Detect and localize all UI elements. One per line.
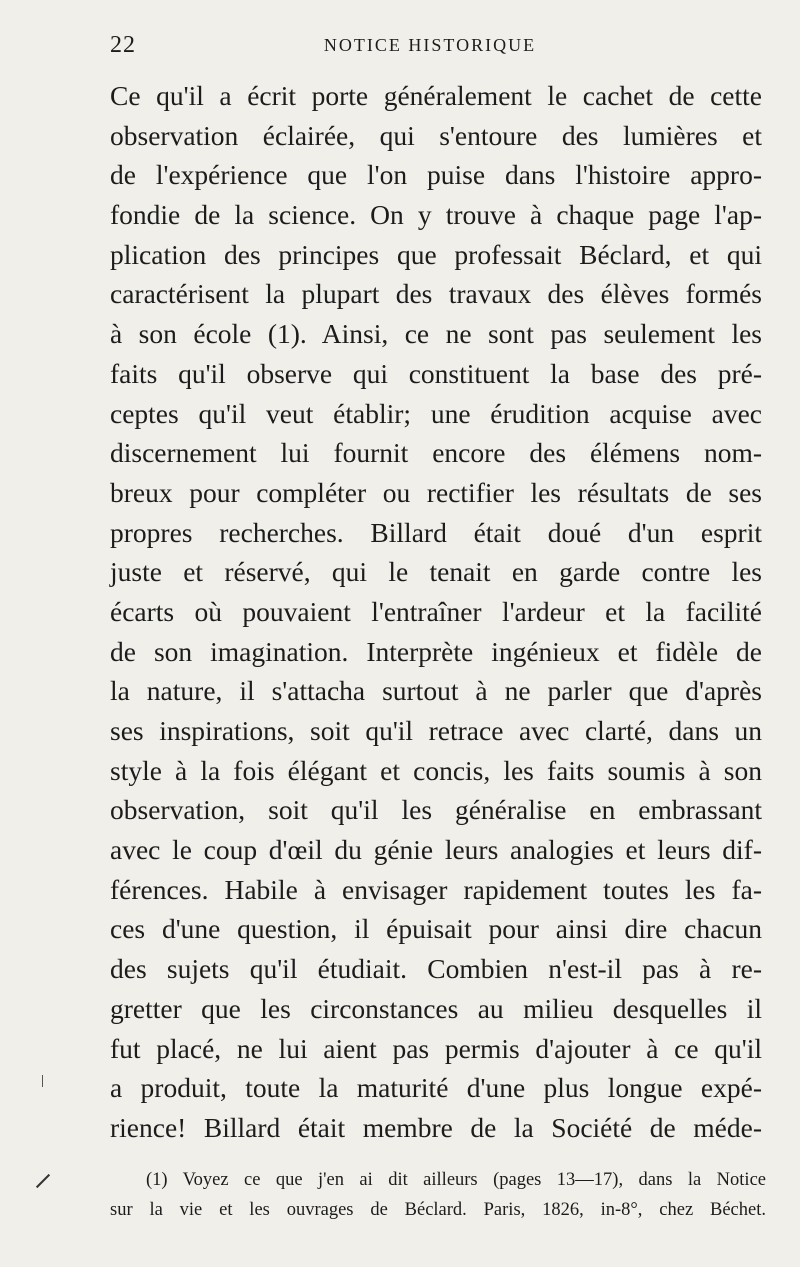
text-line: ces d'une question, il épuisait pour ainsi dire chacun bbox=[110, 913, 762, 945]
text-line: écarts où pouvaient l'entraîner l'ardeur et la facilité bbox=[110, 595, 762, 627]
text-line: juste et réservé, qui le tenait en garde contre les bbox=[110, 556, 762, 588]
text-line: de son imagination. Interprète ingénieux et fidèle de bbox=[110, 635, 762, 667]
text-line: ses inspirations, soit qu'il retrace avec clarté, dans un bbox=[110, 715, 762, 746]
text-line: plication des principes que professait Béclard, et qui bbox=[110, 238, 762, 270]
text-line: fondie de la science. On y trouve à chaque page l'ap- bbox=[110, 199, 762, 231]
text-line: Ce qu'il a écrit porte généralement le cachet de cette bbox=[110, 80, 762, 111]
margin-tick bbox=[42, 1075, 43, 1087]
footnote bbox=[110, 1165, 766, 1225]
text-line: breux pour compléter ou rectifier les résultats de ses bbox=[110, 476, 762, 508]
text-line: rience! Billard était membre de la Société de méde- bbox=[110, 1111, 762, 1143]
text-line: ceptes qu'il veut établir; une érudition acquise avec bbox=[110, 397, 762, 429]
text-line: a produit, toute la maturité d'une plus longue expé- bbox=[110, 1072, 762, 1104]
text-line: de l'expérience que l'on puise dans l'histoire appro- bbox=[110, 159, 762, 191]
text-line: faits qu'il observe qui constituent la base des pré- bbox=[110, 357, 762, 389]
text-line: férences. Habile à envisager rapidement toutes les fa- bbox=[110, 873, 762, 905]
text-line: propres recherches. Billard était doué d'un esprit bbox=[110, 516, 762, 548]
text-line: fut placé, ne lui aient pas permis d'ajouter à ce qu'il bbox=[110, 1032, 762, 1064]
text-line: style à la fois élégant et concis, les faits soumis à son bbox=[110, 754, 762, 786]
body-text bbox=[110, 76, 762, 1148]
margin-mark bbox=[36, 1174, 50, 1188]
page-number: 22 bbox=[110, 32, 136, 58]
text-line: caractérisent la plupart des travaux des élèves formés bbox=[110, 278, 762, 310]
text-line: la nature, il s'attacha surtout à ne parler que d'après bbox=[110, 675, 762, 707]
text-line: discernement lui fournit encore des élémens nom- bbox=[110, 437, 762, 469]
text-line: des sujets qu'il étudiait. Combien n'est-il pas à re- bbox=[110, 953, 762, 985]
running-title: NOTICE HISTORIQUE bbox=[323, 35, 537, 55]
text-line: avec le coup d'œil du génie leurs analogies et leurs dif- bbox=[110, 834, 762, 866]
text-line: observation éclairée, qui s'entoure des lumières et bbox=[110, 119, 762, 151]
text-line: gretter que les circonstances au milieu desquelles il bbox=[110, 992, 762, 1024]
footnote-line: sur la vie et les ouvrages de Béclard. Paris, 1826, in-8°, chez Béchet. bbox=[110, 1200, 766, 1220]
footnote-line: (1) Voyez ce que j'en ai dit ailleurs (pages 13—17), dans la Notice bbox=[146, 1170, 766, 1190]
text-line: observation, soit qu'il les généralise en embrassant bbox=[110, 794, 762, 826]
text-line: à son école (1). Ainsi, ce ne sont pas seulement les bbox=[110, 318, 762, 350]
